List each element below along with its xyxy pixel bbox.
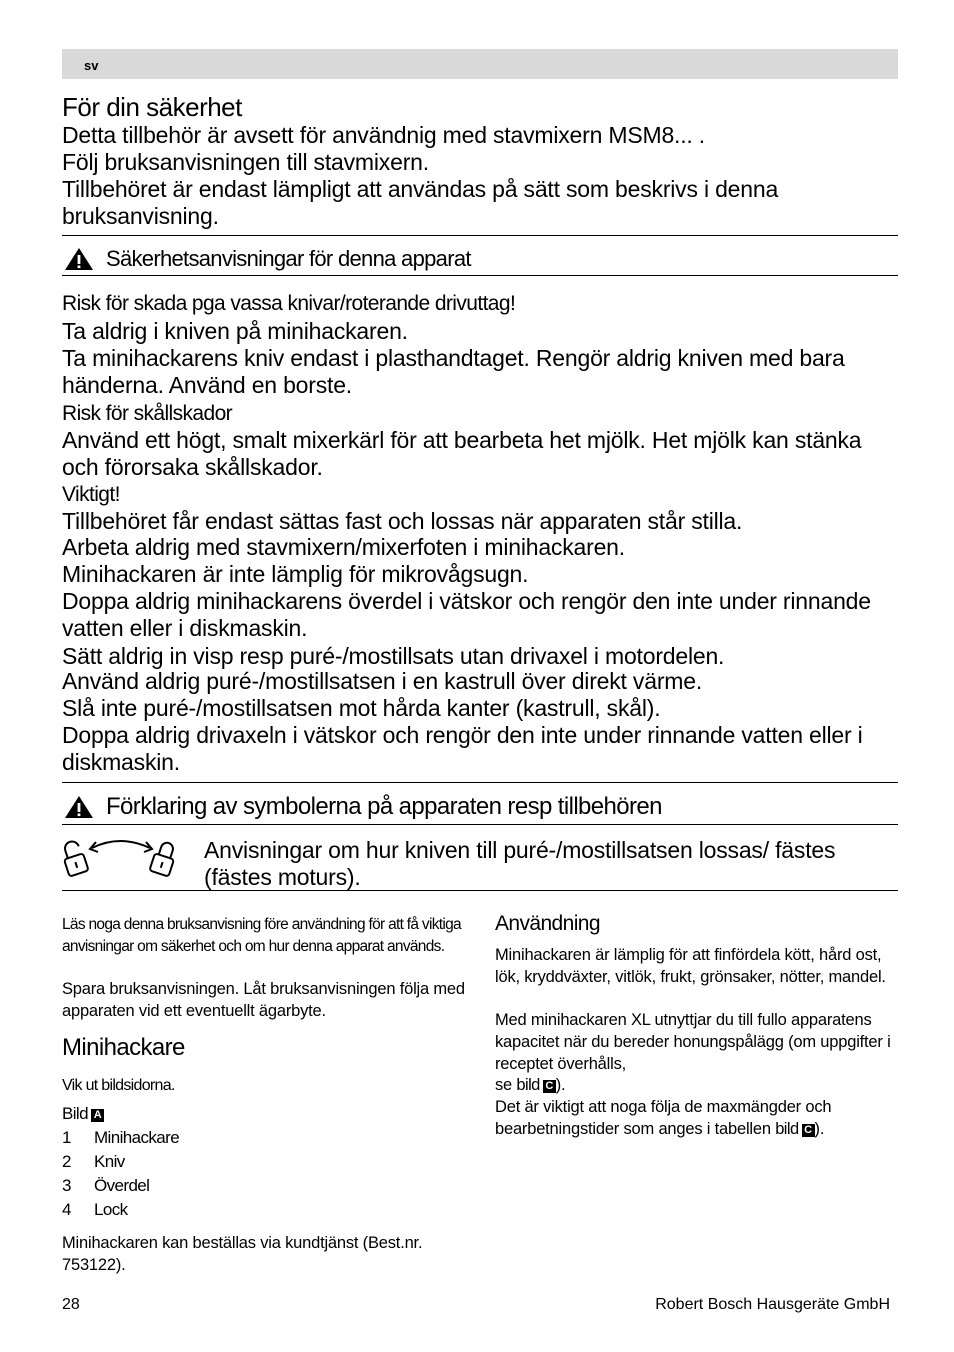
important-text-2: Arbeta aldrig med stavmixern/mixerfoten i minihackaren. <box>62 534 625 560</box>
risk-scald-text: Använd ett högt, smalt mixerkärl för att bearbeta het mjölk. Het mjölk kan stänka och förorsaka skållskador. <box>62 427 862 480</box>
language-code: sv <box>84 58 99 73</box>
safety-line-3: Tillbehöret är endast lämpligt att användas på sätt som beskrivs i denna bruksanvisning. <box>62 176 779 229</box>
figure-letter-badge: A <box>91 1109 104 1122</box>
warning-icon <box>64 247 94 271</box>
important-text-6: Använd aldrig puré-/mostillsatsen i en kastrull över direkt värme. <box>62 668 703 694</box>
safety-instructions-heading <box>62 246 898 272</box>
safety-title: För din säkerhet <box>62 92 242 122</box>
figure-letter-badge: C <box>543 1080 556 1093</box>
safety-line-2: Följ bruksanvisningen till stavmixern. <box>62 149 429 175</box>
intro-text: Spara bruksanvisningen. Låt bruksanvisningen följa med apparaten vid ett eventuellt ägarbyte. <box>62 980 465 1020</box>
risk-cut-text-2: Ta minihackarens kniv endast i plasthandtaget. Rengör aldrig kniven med bara händerna. Använd en borste. <box>62 345 845 398</box>
list-item: 2 Kniv <box>62 1152 125 1171</box>
risk-cut-heading: Risk för skada pga vassa knivar/roterande drivuttag! <box>62 292 516 315</box>
list-item: 1 Minihackare <box>62 1128 180 1147</box>
usage-title: Användning <box>495 912 600 935</box>
figure-label: Bild <box>62 1104 88 1123</box>
important-text-1: Tillbehöret får endast sättas fast och lossas när apparaten står stilla. <box>62 508 743 534</box>
minihackare-title: Minihackare <box>62 1034 185 1061</box>
safety-line-1: Detta tillbehör är avsett för användnig med stavmixern MSM8... . <box>62 122 705 148</box>
divider <box>62 275 898 276</box>
list-item: 3 Överdel <box>62 1176 150 1195</box>
risk-scald-heading: Risk för skållskador <box>62 402 233 425</box>
language-bar <box>62 49 898 79</box>
unlock-lock-symbol-icon <box>60 832 182 882</box>
list-item: 4 Lock <box>62 1200 128 1219</box>
fold-out-note: Vik ut bildsidorna. <box>62 1077 175 1094</box>
risk-cut-text-1: Ta aldrig i kniven på minihackaren. <box>62 318 408 344</box>
warning-icon <box>64 795 94 819</box>
page-number: 28 <box>62 1296 80 1313</box>
important-text-7: Slå inte puré-/mostillsatsen mot hårda kanter (kastrull, skål). <box>62 695 661 721</box>
usage-paragraph-1: Minihackaren är lämplig för att finfördela kött, hård ost, lök, kryddväxter, vitlök, frukt, grönsaker, nötter, mandel. <box>495 946 886 986</box>
safety-instructions-heading-text: Säkerhetsanvisningar för denna apparat <box>106 246 471 271</box>
company-name: Robert Bosch Hausgeräte GmbH <box>655 1296 890 1313</box>
important-heading: Viktigt! <box>62 483 120 506</box>
order-text: Minihackaren kan beställas via kundtjänst (Best.nr. 753122). <box>62 1234 423 1274</box>
usage-paragraph-2: Med minihackaren XL utnyttjar du till fullo apparatens kapacitet när du bereder honungspålägg (om uppgifter i receptet överhålls, se bild C ). <box>495 1011 891 1095</box>
intro-bold: Läs noga denna bruksanvisning före användning för att få viktiga anvisningar om säkerhet och om hur denna apparat används. <box>62 916 461 955</box>
symbol-description: Anvisningar om hur kniven till puré-/mostillsatsen lossas/ fästes (fästes moturs). <box>204 837 836 890</box>
symbols-heading <box>62 793 898 821</box>
usage-paragraph-3: Det är viktigt att noga följa de maxmängder och bearbetningstider som anges i tabellen bild C ). <box>495 1098 832 1138</box>
divider <box>62 824 898 825</box>
important-text-8: Doppa aldrig drivaxeln i vätskor och rengör den inte under rinnande vatten eller i diskmaskin. <box>62 722 863 775</box>
important-text-3: Minihackaren är inte lämplig för mikrovågsugn. <box>62 561 529 587</box>
symbols-heading-text: Förklaring av symbolerna på apparaten resp tillbehören <box>106 793 662 820</box>
figure-ref <box>62 1104 472 1124</box>
figure-letter-badge: C <box>802 1124 815 1137</box>
divider <box>62 782 898 783</box>
parts-list <box>62 1128 472 1224</box>
divider <box>62 890 898 891</box>
divider <box>62 235 898 236</box>
important-text-4: Doppa aldrig minihackarens överdel i vätskor och rengör den inte under rinnande vatten eller i diskmaskin. <box>62 588 871 641</box>
important-text-5: Sätt aldrig in visp resp puré-/mostillsats utan drivaxel i motordelen. <box>62 643 725 669</box>
